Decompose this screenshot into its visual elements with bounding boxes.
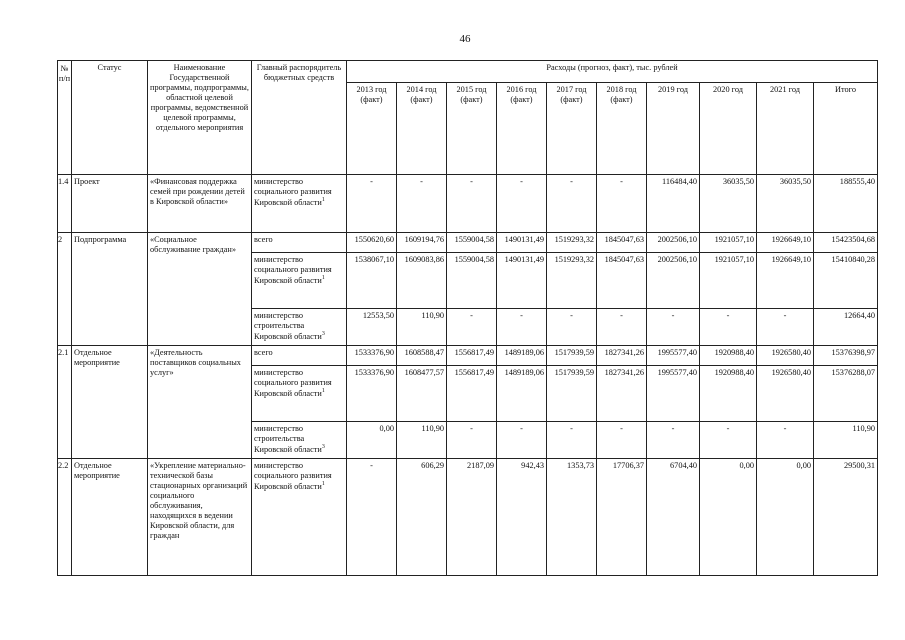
value-cell: 2187,09: [447, 459, 497, 576]
value-cell: -: [547, 309, 597, 346]
value-cell: 36035,50: [700, 175, 757, 233]
row-manager: [252, 253, 347, 309]
manager-text: министерство строительства Кировской области: [254, 424, 322, 454]
value-cell: 1519293,32: [547, 253, 597, 309]
manager-text: всего: [254, 235, 273, 244]
table-row: [58, 233, 878, 253]
value-cell: 1608588,47: [397, 346, 447, 366]
value-cell: 29500,31: [814, 459, 878, 576]
value-cell: 36035,50: [757, 175, 814, 233]
page-number: 46: [459, 33, 471, 45]
footnote-mark: 1: [321, 387, 325, 394]
value-cell: 1533376,90: [347, 346, 397, 366]
row-manager: [252, 366, 347, 422]
value-cell: 0,00: [757, 459, 814, 576]
value-cell: 1550620,60: [347, 233, 397, 253]
value-cell: 2002506,10: [647, 253, 700, 309]
value-cell: -: [447, 175, 497, 233]
value-cell: -: [347, 175, 397, 233]
value-cell: 1517939,59: [547, 366, 597, 422]
value-cell: 12553,50: [347, 309, 397, 346]
value-cell: 110,90: [397, 309, 447, 346]
value-cell: 15410840,28: [814, 253, 878, 309]
value-cell: 1489189,06: [497, 346, 547, 366]
row-manager: [252, 233, 347, 253]
header-year: 2020 год: [700, 83, 757, 175]
value-cell: 1489189,06: [497, 366, 547, 422]
value-cell: 1827341,26: [597, 366, 647, 422]
row-status: Подпрограмма: [72, 233, 148, 346]
value-cell: -: [647, 309, 700, 346]
value-cell: 1920988,40: [700, 346, 757, 366]
row-status: Проект: [72, 175, 148, 233]
table-row: [58, 346, 878, 366]
value-cell: 1609083,86: [397, 253, 447, 309]
value-cell: 1533376,90: [347, 366, 397, 422]
header-row-1: [58, 61, 878, 83]
value-cell: -: [447, 422, 497, 459]
value-cell: 1995577,40: [647, 346, 700, 366]
row-manager: [252, 422, 347, 459]
row-name: «Деятельность поставщиков социальных услуг»: [148, 346, 252, 459]
value-cell: 1926580,40: [757, 366, 814, 422]
header-year: 2016 год (факт): [497, 83, 547, 175]
header-year: 2021 год: [757, 83, 814, 175]
value-cell: -: [597, 175, 647, 233]
value-cell: 1556817,49: [447, 346, 497, 366]
row-number: 2.1: [58, 346, 72, 459]
header-year: 2019 год: [647, 83, 700, 175]
value-cell: 2002506,10: [647, 233, 700, 253]
value-cell: -: [497, 309, 547, 346]
row-manager: [252, 175, 347, 233]
value-cell: -: [757, 309, 814, 346]
header-year: 2017 год (факт): [547, 83, 597, 175]
header-year: 2015 год (факт): [447, 83, 497, 175]
header-name: Наименование Государственной программы, подпрограммы, областной целевой программы, ведомственной целевой программы, отдельного мероприятия: [148, 61, 252, 175]
row-manager: [252, 346, 347, 366]
footnote-mark: 1: [321, 274, 325, 281]
value-cell: 17706,37: [597, 459, 647, 576]
value-cell: -: [497, 175, 547, 233]
value-cell: 1845047,63: [597, 253, 647, 309]
value-cell: 1827341,26: [597, 346, 647, 366]
value-cell: 1556817,49: [447, 366, 497, 422]
value-cell: 15376288,07: [814, 366, 878, 422]
row-number: 1.4: [58, 175, 72, 233]
row-number: 2.2: [58, 459, 72, 576]
value-cell: 12664,40: [814, 309, 878, 346]
value-cell: 1995577,40: [647, 366, 700, 422]
value-cell: -: [700, 422, 757, 459]
value-cell: 1353,73: [547, 459, 597, 576]
value-cell: 942,43: [497, 459, 547, 576]
row-manager: [252, 309, 347, 346]
value-cell: 1608477,57: [397, 366, 447, 422]
value-cell: -: [547, 422, 597, 459]
row-name: «Укрепление материально-технической базы стационарных организаций социального обслуживания, находящихся в ведении Кировской области, для граждан: [148, 459, 252, 576]
row-status: Отдельное мероприятие: [72, 346, 148, 459]
expenses-table: [57, 60, 878, 576]
value-cell: 1559004,58: [447, 233, 497, 253]
manager-text: министерство социального развития Кировской области: [254, 461, 332, 491]
value-cell: 1921057,10: [700, 253, 757, 309]
manager-text: всего: [254, 348, 273, 357]
value-cell: -: [597, 422, 647, 459]
header-year: 2018 год (факт): [597, 83, 647, 175]
footnote-mark: 1: [321, 196, 325, 203]
value-cell: -: [757, 422, 814, 459]
row-number: 2: [58, 233, 72, 346]
value-cell: 1845047,63: [597, 233, 647, 253]
value-cell: 1926649,10: [757, 233, 814, 253]
value-cell: 1921057,10: [700, 233, 757, 253]
row-name: «Финансовая поддержка семей при рождении детей в Кировской области»: [148, 175, 252, 233]
value-cell: 0,00: [700, 459, 757, 576]
value-cell: -: [347, 459, 397, 576]
value-cell: -: [647, 422, 700, 459]
value-cell: 1517939,59: [547, 346, 597, 366]
header-manager: Главный распорядитель бюджетных средств: [252, 61, 347, 175]
header-num: № п/п: [58, 61, 72, 175]
value-cell: -: [700, 309, 757, 346]
value-cell: 606,29: [397, 459, 447, 576]
value-cell: -: [397, 175, 447, 233]
value-cell: 1559004,58: [447, 253, 497, 309]
table-row: [58, 175, 878, 233]
header-year: 2013 год (факт): [347, 83, 397, 175]
value-cell: 15376398,97: [814, 346, 878, 366]
footnote-mark: 1: [321, 480, 325, 487]
value-cell: -: [497, 422, 547, 459]
value-cell: 0,00: [347, 422, 397, 459]
value-cell: 110,90: [397, 422, 447, 459]
value-cell: 116484,40: [647, 175, 700, 233]
manager-text: министерство социального развития Кировской области: [254, 177, 332, 207]
value-cell: 15423504,68: [814, 233, 878, 253]
value-cell: 6704,40: [647, 459, 700, 576]
manager-text: министерство социального развития Кировской области: [254, 255, 332, 285]
header-expenses: Расходы (прогноз, факт), тыс. рублей: [347, 61, 878, 83]
manager-text: министерство строительства Кировской области: [254, 311, 322, 341]
value-cell: 1920988,40: [700, 366, 757, 422]
manager-text: министерство социального развития Кировской области: [254, 368, 332, 398]
value-cell: 1519293,32: [547, 233, 597, 253]
value-cell: -: [547, 175, 597, 233]
row-name: «Социальное обслуживание граждан»: [148, 233, 252, 346]
value-cell: 1926580,40: [757, 346, 814, 366]
value-cell: -: [447, 309, 497, 346]
header-year: Итого: [814, 83, 878, 175]
row-status: Отдельное мероприятие: [72, 459, 148, 576]
footnote-mark: 3: [321, 443, 325, 450]
value-cell: 1490131,49: [497, 253, 547, 309]
header-status: Статус: [72, 61, 148, 175]
value-cell: 188555,40: [814, 175, 878, 233]
value-cell: -: [597, 309, 647, 346]
value-cell: 1538067,10: [347, 253, 397, 309]
header-year: 2014 год (факт): [397, 83, 447, 175]
value-cell: 1609194,76: [397, 233, 447, 253]
row-manager: [252, 459, 347, 576]
value-cell: 1926649,10: [757, 253, 814, 309]
value-cell: 110,90: [814, 422, 878, 459]
table-row: [58, 459, 878, 576]
value-cell: 1490131,49: [497, 233, 547, 253]
footnote-mark: 3: [321, 330, 325, 337]
